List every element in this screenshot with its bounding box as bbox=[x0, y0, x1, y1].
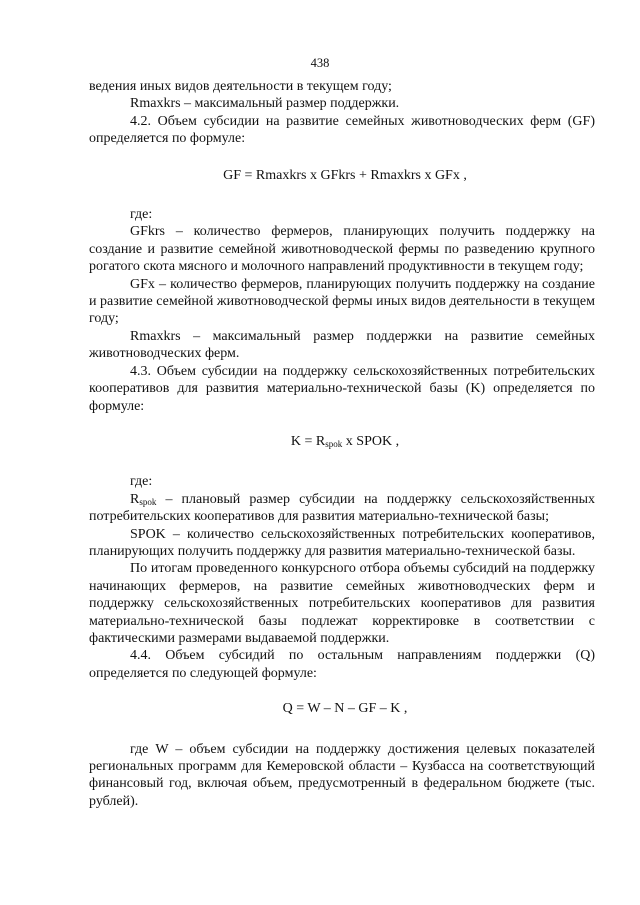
paragraph-w-definition: где W – объем субсидии на поддержку достижения целевых показателей региональных программ для Кемеровской области – Кузбасса на соответствующий финансовый год, включая объем, предусмотренный в федеральном бюджете (тыс. рублей). bbox=[89, 741, 595, 809]
paragraph-rmaxkrs-farms-definition: Rmaxkrs – максимальный размер поддержки на развитие семейных животноводческих ферм. bbox=[89, 328, 595, 362]
paragraph-continuation: ведения иных видов деятельности в текущем году; bbox=[89, 79, 392, 94]
formula-q: Q = W – N – GF – K , bbox=[282, 701, 408, 717]
paragraph-4-2: 4.2. Объем субсидии на развитие семейных животноводческих ферм (GF) определяется по формуле: bbox=[89, 113, 595, 147]
document-body bbox=[89, 78, 595, 810]
paragraph-rspok-definition bbox=[89, 491, 595, 526]
formula-k bbox=[89, 433, 595, 450]
formula-k-lhs: K = R bbox=[290, 433, 326, 449]
formula-gf: GF = Rmaxkrs x GFkrs + Rmaxkrs x GFx , bbox=[223, 167, 467, 183]
paragraph-gfkrs-definition: GFkrs – количество фермеров, планирующих получить поддержку на создание и развитие семейной животноводческой фермы по разведению крупного рогатого скота мясного и молочного направлений продуктивности в текущем году; bbox=[89, 224, 595, 275]
paragraph-spok-definition: SPOK – количество сельскохозяйственных потребительских кооперативов, планирующих получить поддержку для развития материально-технической базы. bbox=[89, 526, 595, 559]
where-label: где: bbox=[130, 474, 153, 490]
page-number: 438 bbox=[310, 56, 330, 70]
paragraph-results: По итогам проведенного конкурсного отбора объемы субсидий на поддержку начинающих фермеров, на развитие семейных животноводческих ферм и поддержку сельскохозяйственных потребительских кооперативов для развития материально-технической базы подлежат корректировке в соответствии с фактическими размерами выдаваемой поддержки. bbox=[89, 561, 595, 646]
formula-k-subscript: spok bbox=[325, 438, 343, 449]
where-label: где: bbox=[130, 207, 153, 223]
paragraph-4-4: 4.4. Объем субсидий по остальным направлениям поддержки (Q) определяется по следующей формуле: bbox=[89, 648, 595, 681]
rspok-text: – плановый размер субсидии на поддержку сельскохозяйственных потребительских кооперативов для развития материально-технической базы; bbox=[89, 491, 595, 525]
paragraph-gfx-definition: GFx – количество фермеров, планирующих получить поддержку на создание и развитие семейной животноводческой фермы иных видов деятельности в текущем году; bbox=[89, 276, 595, 327]
paragraph-4-3: 4.3. Объем субсидии на поддержку сельскохозяйственных потребительских кооперативов для развития материально-технической базы (K) определяется по формуле: bbox=[89, 363, 595, 414]
rspok-subscript: spok bbox=[139, 496, 157, 507]
formula-k-rhs: x SPOK , bbox=[342, 433, 400, 449]
rspok-symbol: R bbox=[130, 491, 140, 507]
paragraph-rmaxkrs-definition: Rmaxkrs – максимальный размер поддержки. bbox=[130, 96, 400, 112]
